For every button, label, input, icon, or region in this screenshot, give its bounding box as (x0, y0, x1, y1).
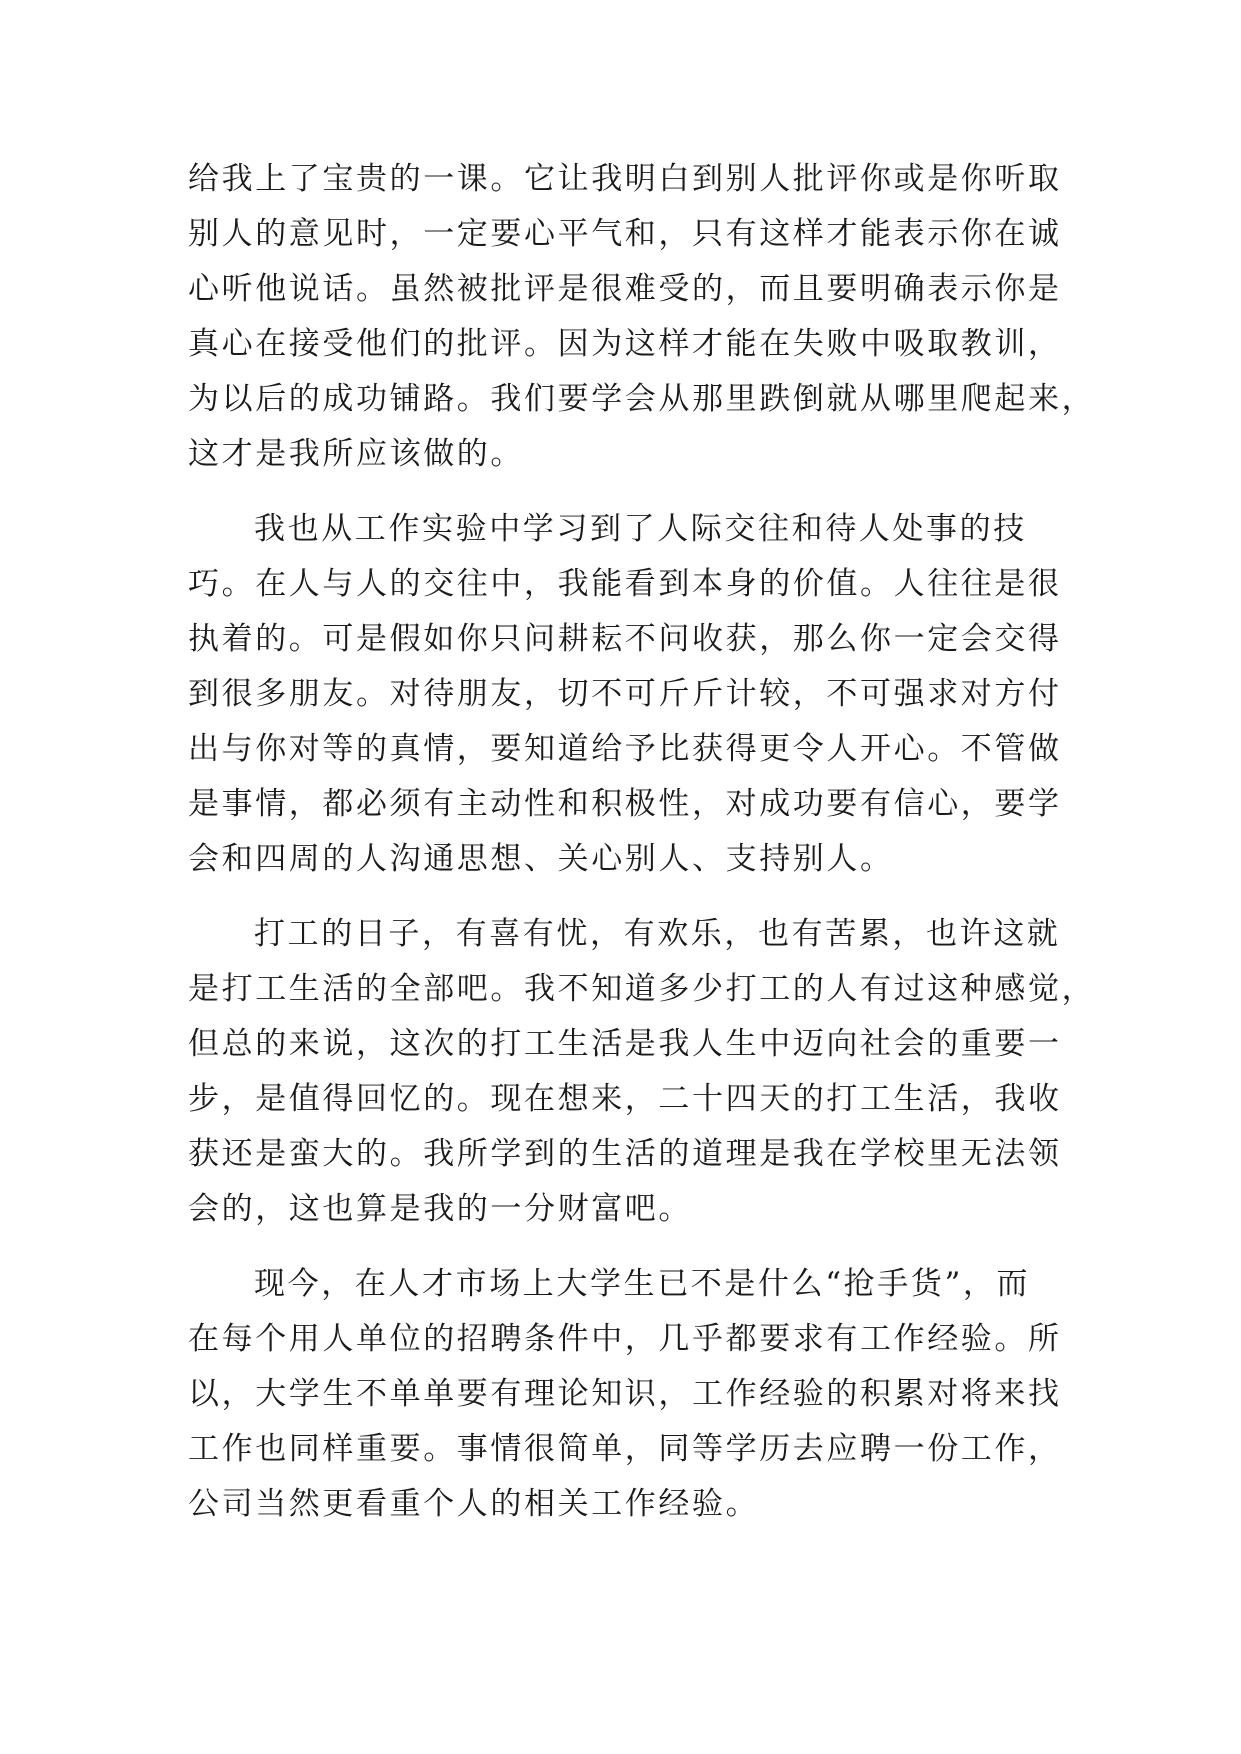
text-line: 但总的来说，这次的打工生活是我人生中迈向社会的重要一 (188, 1026, 1062, 1062)
text-line: 别人的意见时，一定要心平气和，只有这样才能表示你在诚 (188, 216, 1062, 252)
paragraph-4 (188, 1257, 1062, 1532)
text-line: 现今，在人才市场上大学生已不是什么“抢手货”，而 (254, 1266, 1031, 1302)
text-line: 为以后的成功铺路。我们要学会从那里跌倒就从哪里爬起来， (188, 381, 1096, 417)
text-line: 到很多朋友。对待朋友，切不可斤斤计较，不可强求对方付 (188, 676, 1062, 712)
text-line: 以，大学生不单单要有理论知识，工作经验的积累对将来找 (188, 1376, 1062, 1412)
text-line: 步，是值得回忆的。现在想来，二十四天的打工生活，我收 (188, 1081, 1062, 1117)
text-line: 工作也同样重要。事情很简单，同等学历去应聘一份工作， (188, 1431, 1062, 1467)
text-line: 在每个用人单位的招聘条件中，几乎都要求有工作经验。所 (188, 1321, 1062, 1357)
text-line: 给我上了宝贵的一课。它让我明白到别人批评你或是你听取 (188, 161, 1062, 197)
text-line: 出与你对等的真情，要知道给予比获得更令人开心。不管做 (188, 731, 1062, 767)
text-line: 我也从工作实验中学习到了人际交往和待人处事的技 (254, 511, 1027, 547)
document-body (188, 152, 1096, 1532)
text-line: 会和四周的人沟通思想、关心别人、支持别人。 (188, 841, 894, 877)
text-line: 这才是我所应该做的。 (188, 436, 524, 472)
text-line: 公司当然更看重个人的相关工作经验。 (188, 1486, 760, 1522)
text-line: 打工的日子，有喜有忧，有欢乐，也有苦累，也许这就 (254, 916, 1061, 952)
text-line: 真心在接受他们的批评。因为这样才能在失败中吸取教训， (188, 326, 1062, 362)
text-line: 会的，这也算是我的一分财富吧。 (188, 1191, 692, 1227)
text-line: 执着的。可是假如你只问耕耘不问收获，那么你一定会交得 (188, 621, 1062, 657)
text-line: 是打工生活的全部吧。我不知道多少打工的人有过这种感觉， (188, 971, 1096, 1007)
text-line: 巧。在人与人的交往中，我能看到本身的价值。人往往是很 (188, 566, 1062, 602)
paragraph-2 (188, 502, 1062, 887)
paragraph-3 (188, 907, 1096, 1237)
text-line: 是事情，都必须有主动性和积极性，对成功要有信心，要学 (188, 786, 1062, 822)
text-line: 心听他说话。虽然被批评是很难受的，而且要明确表示你是 (188, 271, 1062, 307)
text-line: 获还是蛮大的。我所学到的生活的道理是我在学校里无法领 (188, 1136, 1062, 1172)
paragraph-1 (188, 152, 1096, 482)
